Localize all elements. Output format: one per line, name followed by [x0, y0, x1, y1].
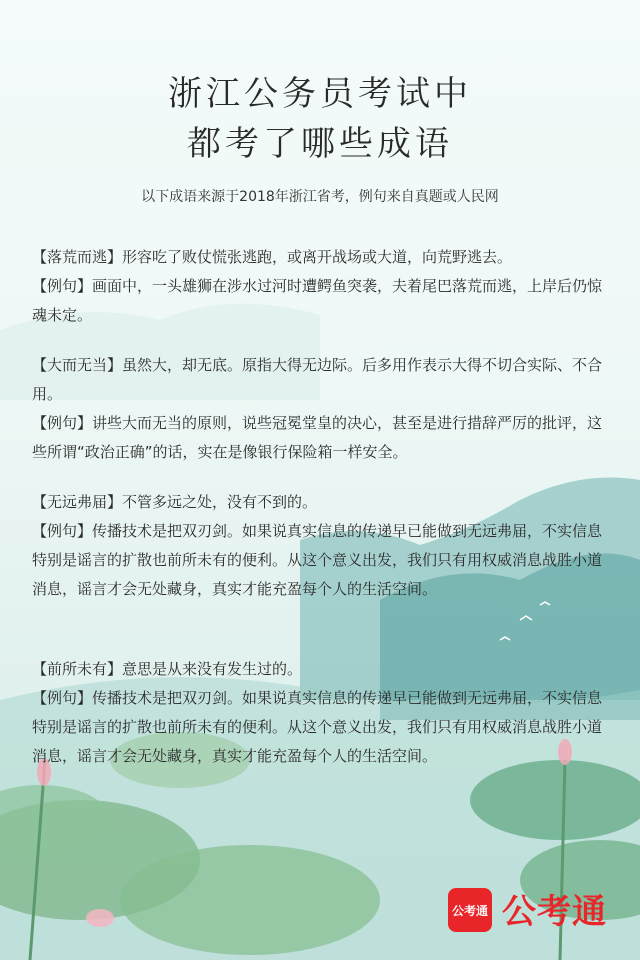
idiom-example: 【例句】传播技术是把双刃剑。如果说真实信息的传递早已能做到无远弗届，不实信息特别是谣言的扩散也前所未有的便利。从这个意义出发，我们只有用权威消息战胜小道消息，谣言才会无处藏身，真实才能充盈每个人的生活空间。	[32, 689, 603, 765]
idiom-definition: 【无远弗届】不管多远之处，没有不到的。	[32, 493, 318, 511]
idiom-definition: 【前所未有】意思是从来没有发生过的。	[32, 660, 303, 678]
idiom-entry	[32, 488, 612, 604]
idiom-entry	[32, 351, 612, 467]
brand-logo-label: 公考通	[451, 903, 488, 918]
page-subtitle: 以下成语来源于2018年浙江省考，例句来自真题或人民网	[141, 189, 499, 205]
idiom-definition: 【大而无当】虽然大，却无底。原指大得无边际。后多用作表示大得不切合实际、不合用。	[32, 356, 603, 403]
idiom-example: 【例句】讲些大而无当的原则，说些冠冕堂皇的决心，甚至是进行措辞严厉的批评，这些所谓“政治正确”的话，实在是像银行保险箱一样安全。	[32, 414, 603, 461]
page-title-line2: 都考了哪些成语	[187, 124, 453, 164]
idiom-entry	[32, 243, 612, 330]
idiom-entry	[32, 655, 612, 771]
idiom-definition: 【落荒而逃】形容吃了败仗慌张逃跑，或离开战场或大道，向荒野逃去。	[32, 248, 513, 266]
page-title-line1: 浙江公务员考试中	[168, 74, 472, 114]
brand-logo-icon	[448, 888, 492, 932]
idiom-example: 【例句】传播技术是把双刃剑。如果说真实信息的传递早已能做到无远弗届，不实信息特别是谣言的扩散也前所未有的便利。从这个意义出发，我们只有用权威消息战胜小道消息，谣言才会无处藏身，真实才能充盈每个人的生活空间。	[32, 522, 603, 598]
brand-name: 公考通	[502, 892, 607, 932]
idiom-example: 【例句】画面中，一头雄狮在涉水过河时遭鳄鱼突袭，夫着尾巴落荒而逃，上岸后仍惊魂未定。	[32, 277, 603, 324]
